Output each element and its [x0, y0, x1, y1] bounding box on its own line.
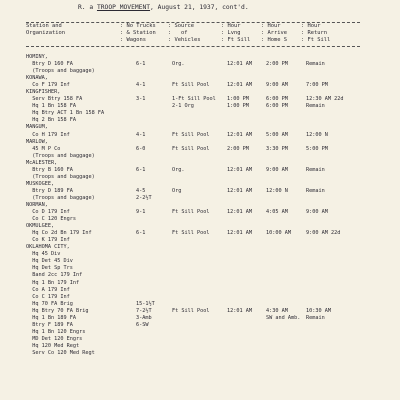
- cell-hour-leaving: 2:00 PM: [227, 145, 249, 152]
- header-trucks: : No Trucks : & Station : Wagons: [120, 23, 156, 43]
- table-row: [0, 315, 400, 322]
- table-row: [0, 174, 400, 181]
- cell-hour-return: 9:00 AM: [306, 209, 328, 216]
- cell-organization: Hq 70 FA Brig: [26, 300, 73, 307]
- cell-organization: (Troops and baggage): [26, 194, 95, 201]
- cell-hour-leaving: 1:00 PM: [227, 103, 249, 110]
- header-hour-arrive: : Hour : Arrive : Home S: [261, 23, 287, 43]
- cell-trucks: 6-1: [136, 230, 146, 237]
- cell-organization: Hq 2 Bn 158 FA: [26, 117, 76, 124]
- cell-organization: 45 M P Co: [26, 145, 61, 152]
- cell-organization: Btry B 160 FA: [26, 166, 73, 173]
- table-row: [0, 251, 400, 258]
- table-row: [0, 61, 400, 68]
- header-source: : Source : of : Vehicles: [168, 23, 201, 43]
- table-row: [0, 336, 400, 343]
- table-row: [0, 230, 400, 237]
- cell-organization: Co C 179 Inf: [26, 293, 70, 300]
- table-row: [0, 287, 400, 294]
- cell-hour-arrive: SW and Amb.: [266, 314, 301, 321]
- table-row: [0, 343, 400, 350]
- cell-hour-return: Remain: [306, 103, 325, 110]
- header-bottom-rule: [26, 46, 360, 47]
- cell-trucks: 6-SW: [136, 321, 149, 328]
- cell-hour-return: Remain: [306, 314, 325, 321]
- cell-hour-leaving: 12:01 AM: [227, 82, 252, 89]
- table-row: [0, 223, 400, 230]
- table-row: [0, 272, 400, 279]
- cell-organization: KONAWA,: [26, 75, 48, 82]
- cell-organization: MANGUM,: [26, 124, 48, 131]
- cell-organization: Co C 120 Engrs: [26, 216, 76, 223]
- table-row: [0, 308, 400, 315]
- table-row: [0, 75, 400, 82]
- cell-organization: Hq Det 45 Div: [26, 258, 73, 265]
- cell-hour-arrive: 9:00 AM: [266, 166, 288, 173]
- cell-source: Ft Sill Pool: [172, 230, 210, 237]
- cell-trucks: 6-1: [136, 61, 146, 68]
- cell-hour-return: 12:00 N: [306, 131, 328, 138]
- cell-hour-arrive: 5:00 AM: [266, 131, 288, 138]
- cell-organization: (Troops and baggage): [26, 68, 95, 75]
- cell-trucks: 15-1½T: [136, 300, 155, 307]
- table-row: [0, 160, 400, 167]
- cell-hour-arrive: 4:05 AM: [266, 209, 288, 216]
- cell-organization: OKLAHOMA CITY,: [26, 244, 70, 251]
- cell-hour-arrive: 4:30 AM: [266, 307, 288, 314]
- cell-organization: Co A 179 Inf: [26, 286, 70, 293]
- cell-source: Org.: [172, 61, 185, 68]
- cell-hour-leaving: 12:01 AM: [227, 61, 252, 68]
- cell-hour-leaving: 12:01 AM: [227, 230, 252, 237]
- cell-organization: (Troops and baggage): [26, 152, 95, 159]
- cell-hour-leaving: 1:00 PM: [227, 96, 249, 103]
- cell-trucks: 7-2½T: [136, 307, 152, 314]
- header-hour-return: : Hour : Return : Ft Sill: [301, 23, 331, 43]
- table-row: [0, 280, 400, 287]
- cell-organization: MARLOW,: [26, 138, 48, 145]
- cell-source: Ft Sill Pool: [172, 131, 210, 138]
- table-row: [0, 195, 400, 202]
- cell-source: Ft Sill Pool: [172, 307, 210, 314]
- table-row: [0, 82, 400, 89]
- cell-organization: (Troops and baggage): [26, 173, 95, 180]
- table-row: [0, 265, 400, 272]
- table-row: [0, 96, 400, 103]
- cell-hour-leaving: 12:01 AM: [227, 166, 252, 173]
- cell-organization: Hq Det Sp Trs: [26, 265, 73, 272]
- cell-hour-return: 10:30 AM: [306, 307, 331, 314]
- table-row: [0, 132, 400, 139]
- cell-hour-return: Remain: [306, 166, 325, 173]
- table-row: [0, 329, 400, 336]
- table-row: [0, 181, 400, 188]
- cell-hour-leaving: 12:01 AM: [227, 307, 252, 314]
- table-row: [0, 167, 400, 174]
- cell-source: Org: [172, 187, 182, 194]
- cell-hour-arrive: 6:00 PM: [266, 96, 288, 103]
- table-row: [0, 117, 400, 124]
- table-row: [0, 54, 400, 61]
- cell-organization: NORMAN,: [26, 201, 48, 208]
- table-row: [0, 68, 400, 75]
- cell-source: 1-Ft Sill Pool: [172, 96, 216, 103]
- table-row: [0, 89, 400, 96]
- cell-organization: HOMINY,: [26, 54, 48, 60]
- cell-trucks: 2-2½T: [136, 194, 152, 201]
- page-title: R. a TROOP MOVEMENT, August 21, 1937, cont'd.: [78, 4, 249, 11]
- cell-hour-return: 12:30 AM 22d: [306, 96, 344, 103]
- table-row: [0, 103, 400, 110]
- cell-organization: Serv Co 120 Med Regt: [26, 349, 95, 356]
- cell-hour-arrive: 9:00 AM: [266, 82, 288, 89]
- cell-organization: Btry D 160 FA: [26, 61, 73, 68]
- table-row: [0, 350, 400, 357]
- cell-organization: Btry D 189 FA: [26, 187, 73, 194]
- cell-organization: Co K 179 Inf: [26, 237, 70, 244]
- table-row: [0, 294, 400, 301]
- cell-hour-leaving: 12:01 AM: [227, 187, 252, 194]
- cell-trucks: 4-5: [136, 187, 146, 194]
- cell-hour-arrive: 2:00 PM: [266, 61, 288, 68]
- cell-source: 2-1 Org: [172, 103, 194, 110]
- cell-organization: Hq Btry ACT 1 Bn 158 FA: [26, 110, 105, 117]
- cell-trucks: 9-1: [136, 209, 146, 216]
- cell-source: Org.: [172, 166, 185, 173]
- cell-source: Ft Sill Pool: [172, 209, 210, 216]
- header-station: Station and Organization: [26, 23, 65, 36]
- table-row: [0, 110, 400, 117]
- cell-hour-return: 7:00 PM: [306, 82, 328, 89]
- cell-hour-arrive: 12:00 N: [266, 187, 288, 194]
- table-row: [0, 139, 400, 146]
- table-row: [0, 188, 400, 195]
- cell-hour-return: 5:00 PM: [306, 145, 328, 152]
- cell-organization: OKMULGEE,: [26, 223, 55, 230]
- table-row: [0, 124, 400, 131]
- cell-hour-leaving: 12:01 AM: [227, 131, 252, 138]
- cell-organization: Co F 179 Inf: [26, 82, 70, 89]
- cell-organization: KINGFISHER,: [26, 89, 61, 96]
- cell-organization: Hq Btry 70 FA Brig: [26, 307, 89, 314]
- cell-organization: Hq 1 Bn 189 FA: [26, 314, 76, 321]
- cell-organization: MUSKOGEE,: [26, 180, 55, 187]
- cell-trucks: 6-1: [136, 166, 146, 173]
- table-row: [0, 216, 400, 223]
- cell-source: Ft Sill Pool: [172, 82, 210, 89]
- cell-organization: Hq 120 Med Regt: [26, 342, 80, 349]
- cell-trucks: 3-Amb: [136, 314, 152, 321]
- cell-organization: Hq 1 Bn 158 FA: [26, 103, 76, 110]
- cell-organization: MD Det 120 Engrs: [26, 335, 83, 342]
- cell-hour-leaving: 12:01 AM: [227, 209, 252, 216]
- cell-hour-return: Remain: [306, 61, 325, 68]
- cell-hour-arrive: 10:00 AM: [266, 230, 291, 237]
- cell-organization: Co D 179 Inf: [26, 209, 70, 216]
- table-header: [0, 22, 400, 48]
- cell-source: Ft Sill Pool: [172, 145, 210, 152]
- table-row: [0, 237, 400, 244]
- header-hour-leaving: : Hour : Lvng : Ft Sill: [221, 23, 251, 43]
- cell-hour-arrive: 3:30 PM: [266, 145, 288, 152]
- cell-hour-arrive: 6:00 PM: [266, 103, 288, 110]
- cell-organization: Hq 1 Bn 120 Engrs: [26, 328, 86, 335]
- cell-organization: Co H 179 Inf: [26, 131, 70, 138]
- table-row: [0, 202, 400, 209]
- cell-organization: McALESTER,: [26, 159, 58, 166]
- table-row: [0, 322, 400, 329]
- table-row: [0, 301, 400, 308]
- cell-trucks: 6-0: [136, 145, 146, 152]
- cell-hour-return: Remain: [306, 187, 325, 194]
- cell-hour-return: 9:00 AM 22d: [306, 230, 341, 237]
- cell-organization: Btry F 189 FA: [26, 321, 73, 328]
- cell-trucks: 4-1: [136, 82, 146, 89]
- table-row: [0, 258, 400, 265]
- table-row: [0, 153, 400, 160]
- cell-organization: Band 2cc 179 Inf: [26, 272, 83, 279]
- cell-organization: Hq Co 2d Bn 179 Inf: [26, 230, 92, 237]
- table-row: [0, 146, 400, 153]
- cell-trucks: 3-1: [136, 96, 146, 103]
- table-row: [0, 244, 400, 251]
- table-body: [0, 54, 400, 357]
- cell-organization: Hq 45 Div: [26, 251, 61, 258]
- table-row: [0, 209, 400, 216]
- cell-trucks: 4-1: [136, 131, 146, 138]
- cell-organization: Hq 1 Bn 179 Inf: [26, 279, 80, 286]
- cell-organization: Serv Btry 158 FA: [26, 96, 83, 103]
